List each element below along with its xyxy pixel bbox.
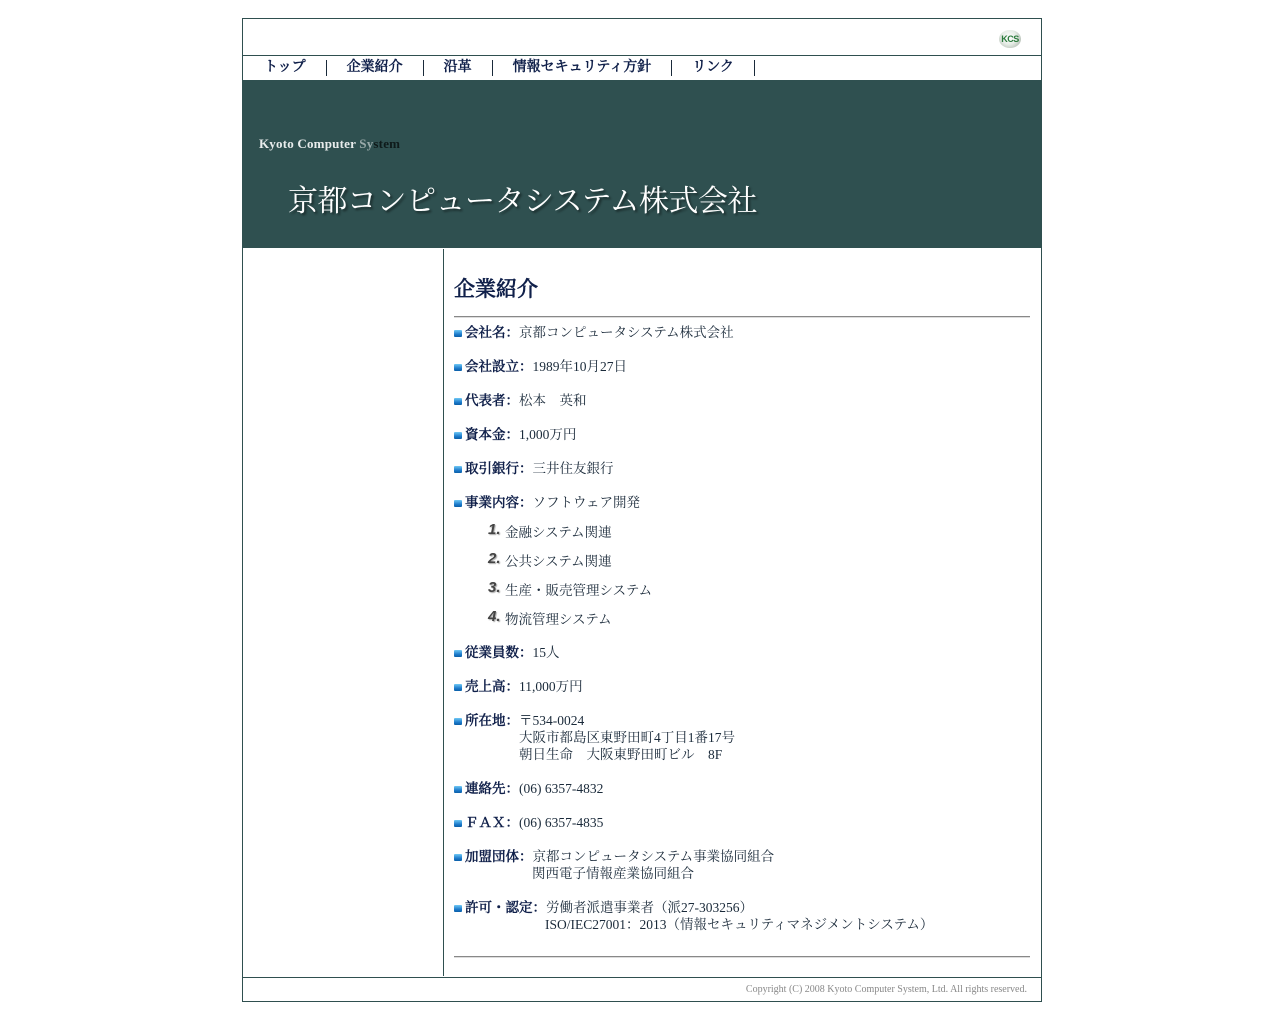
info-address — [454, 712, 735, 763]
bullet-icon — [454, 466, 462, 473]
banner-title: 京都コンピュータシステム株式会社 — [288, 184, 757, 219]
nav-item-history[interactable]: 沿革 — [424, 60, 493, 76]
info-value: 労働者派遣事業者（派27-303256） — [546, 900, 753, 915]
kcs-logo[interactable]: KCS — [999, 30, 1021, 48]
info-label: 加盟団体： — [465, 849, 533, 864]
divider — [454, 316, 1030, 318]
info-label: 連絡先： — [465, 781, 519, 796]
bullet-icon — [454, 786, 462, 793]
banner-subtitle-part: tem — [378, 136, 401, 151]
number-4-icon: 4. — [488, 608, 501, 625]
bullet-icon — [454, 500, 462, 507]
info-value: 三井住友銀行 — [532, 461, 614, 476]
divider — [454, 956, 1030, 958]
info-value: 1989年10月27日 — [532, 359, 627, 374]
business-item — [488, 608, 612, 628]
info-license — [454, 899, 933, 933]
info-contact — [454, 780, 603, 797]
info-label: 資本金： — [465, 427, 519, 442]
business-item — [488, 550, 612, 570]
info-value: 11,000万円 — [519, 679, 583, 694]
info-label: 会社設立： — [465, 359, 533, 374]
header-banner — [243, 80, 1041, 248]
bullet-icon — [454, 905, 462, 912]
info-value: 〒534-0024 — [519, 713, 585, 728]
info-value: ソフトウェア開発 — [532, 495, 640, 510]
bullet-icon — [454, 432, 462, 439]
info-value: (06) 6357-4835 — [519, 815, 604, 830]
bullet-icon — [454, 854, 462, 861]
number-2-icon: 2. — [488, 550, 501, 567]
banner-subtitle — [259, 136, 400, 152]
business-item — [488, 579, 652, 599]
bullet-icon — [454, 364, 462, 371]
info-sales — [454, 678, 583, 695]
business-item-text: 物流管理システム — [505, 612, 612, 627]
info-value: 京都コンピュータシステム株式会社 — [519, 325, 734, 340]
info-value: 1,000万円 — [519, 427, 577, 442]
bullet-icon — [454, 398, 462, 405]
business-item-text: 金融システム関連 — [505, 525, 612, 540]
business-item-text: 公共システム関連 — [505, 554, 612, 569]
info-fax — [454, 814, 603, 831]
left-sidebar — [243, 249, 444, 976]
info-label: 代表者： — [465, 393, 519, 408]
nav-item-security-policy[interactable]: 情報セキュリティ方針 — [493, 60, 673, 76]
info-label: 事業内容： — [465, 495, 533, 510]
info-employees — [454, 644, 560, 661]
info-member — [454, 848, 774, 882]
business-item-text: 生産・販売管理システム — [505, 583, 653, 598]
copyright-text: Copyright (C) 2008 Kyoto Computer System, Ltd. All rights reserved. — [745, 984, 1027, 995]
footer — [243, 977, 1041, 1002]
banner-subtitle-part: Sy — [359, 136, 374, 151]
info-value: 京都コンピュータシステム事業協同組合 — [532, 849, 775, 864]
address-line: 朝日生命 大阪東野田町ビル 8F — [519, 747, 723, 762]
page-frame — [242, 18, 1042, 1002]
info-label: 従業員数： — [465, 645, 533, 660]
business-item — [488, 521, 612, 541]
info-label: 会社名： — [465, 325, 519, 340]
bullet-icon — [454, 330, 462, 337]
bullet-icon — [454, 650, 462, 657]
info-company-name — [454, 324, 734, 341]
number-3-icon: 3. — [488, 579, 501, 596]
bullet-icon — [454, 820, 462, 827]
info-label: 許可・認定： — [465, 900, 546, 915]
info-label: ＦＡＸ： — [465, 815, 519, 830]
info-capital — [454, 426, 576, 443]
license-line: ISO/IEC27001：2013（情報セキュリティマネジメントシステム） — [545, 917, 934, 932]
info-value: (06) 6357-4832 — [519, 781, 604, 796]
info-business — [454, 494, 640, 511]
info-label: 所在地： — [465, 713, 519, 728]
member-line: 関西電子情報産業協同組合 — [532, 866, 694, 881]
info-established — [454, 358, 627, 375]
number-1-icon: 1. — [488, 521, 501, 538]
main-nav — [243, 56, 1041, 79]
nav-item-links[interactable]: リンク — [672, 60, 755, 76]
info-value: 15人 — [532, 645, 560, 660]
info-representative — [454, 392, 587, 409]
info-label: 売上高： — [465, 679, 519, 694]
banner-subtitle-part: Kyoto Computer — [259, 136, 360, 151]
banner-subtitle-part: s — [373, 136, 379, 151]
nav-item-top[interactable]: トップ — [243, 60, 327, 76]
info-value: 松本 英和 — [519, 393, 587, 408]
bullet-icon — [454, 718, 462, 725]
address-line: 大阪市都島区東野田町4丁目1番17号 — [519, 730, 735, 745]
info-bank — [454, 460, 614, 477]
bullet-icon — [454, 684, 462, 691]
nav-item-company[interactable]: 企業紹介 — [327, 60, 424, 76]
info-label: 取引銀行： — [465, 461, 533, 476]
top-bar — [243, 19, 1041, 56]
page-title: 企業紹介 — [454, 277, 538, 301]
